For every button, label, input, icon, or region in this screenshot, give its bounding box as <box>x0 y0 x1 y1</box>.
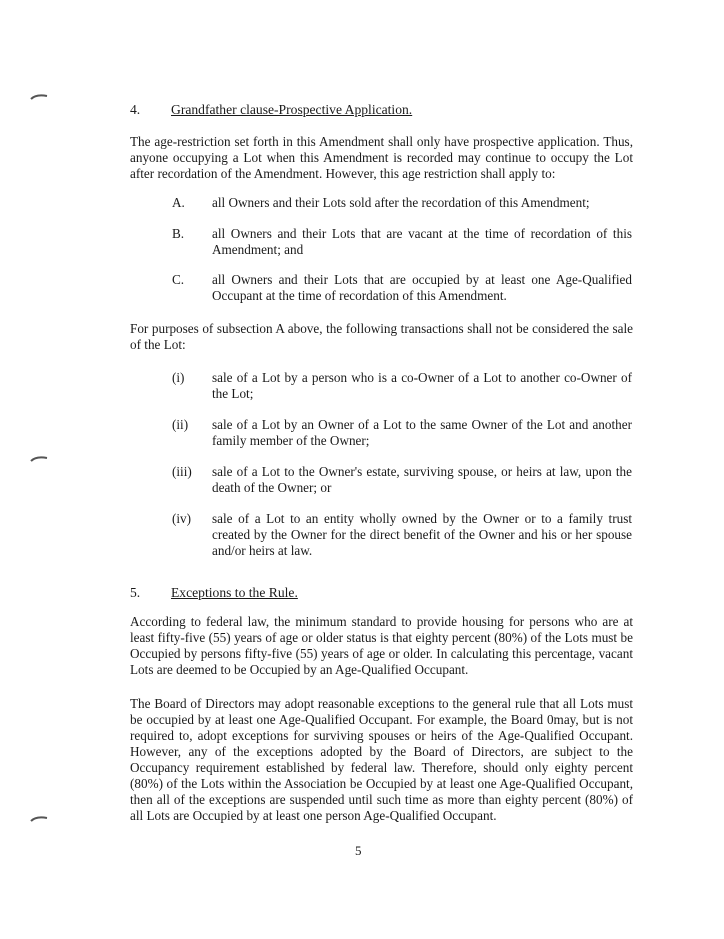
list-item-label: (ii) <box>172 417 189 432</box>
scan-mark-icon <box>30 455 48 463</box>
page-number: 5 <box>355 843 362 858</box>
subsection-intro: For purposes of subsection A above, the following transactions shall not be considered the sale of the Lot: <box>130 321 633 352</box>
section-5-paragraph: According to federal law, the minimum standard to provide housing for persons who are at least fifty-five (55) years of age or older status is that eighty percent (80%) of the Lots must be Occupied by persons fifty-five (55) years of age or older. In calculating this percentage, vacant Lots are deemed to be Occupied by an Age-Qualified Occupant. <box>130 614 633 677</box>
list-item-label: (i) <box>172 370 185 385</box>
list-item-text: all Owners and their Lots that are occupied by at least one Age-Qualified Occupant at the time of recordation of this Amendment. <box>212 272 632 303</box>
list-item-text: sale of a Lot by a person who is a co-Owner of a Lot to another co-Owner of the Lot; <box>212 370 632 401</box>
list-item-text: sale of a Lot to the Owner's estate, surviving spouse, or heirs at law, upon the death of the Owner; or <box>212 464 632 495</box>
list-item-label: (iii) <box>172 464 192 479</box>
scan-mark-icon <box>30 815 48 823</box>
section-number: 4. <box>130 102 141 117</box>
list-item-text: sale of a Lot by an Owner of a Lot to the same Owner of the Lot and another family member of the Owner; <box>212 417 632 448</box>
list-item-label: (iv) <box>172 511 192 526</box>
section-5-paragraph: The Board of Directors may adopt reasonable exceptions to the general rule that all Lots must be occupied by at least one Age-Qualified Occupant. For example, the Board 0may, but is not required to, adopt exceptions for surviving spouses or heirs of the Age-Qualified Occupant. However, any of the exceptions adopted by the Board of Directors, are subject to the Occupancy requirement established by federal law. Therefore, should only eighty percent (80%) of the Lots within the Association be Occupied by at least one Age-Qualified Occupant, then all of the exceptions are suspended until such time as more than eighty percent (80%) of all Lots are Occupied by at least one person Age-Qualified Occupant. <box>130 696 633 823</box>
list-item-text: sale of a Lot to an entity wholly owned by the Owner or to a family trust created by the Owner for the direct benefit of the Owner and his or her spouse and/or heirs at law. <box>212 511 632 558</box>
list-item-label: B. <box>172 226 185 241</box>
list-item-label: A. <box>172 195 185 210</box>
section-number: 5. <box>130 585 141 600</box>
list-item-label: C. <box>172 272 185 287</box>
section-4-intro: The age-restriction set forth in this Amendment shall only have prospective application. Thus, anyone occupying a Lot when this Amendment is recorded may continue to occupy the Lot after recordation of the Amendment. However, this age restriction shall apply to: <box>130 134 633 181</box>
section-title: Exceptions to the Rule. <box>171 585 298 600</box>
section-title: Grandfather clause-Prospective Application. <box>171 102 413 117</box>
list-item-text: all Owners and their Lots sold after the recordation of this Amendment; <box>212 195 590 210</box>
scan-mark-icon <box>30 93 48 101</box>
list-item-text: all Owners and their Lots that are vacant at the time of recordation of this Amendment; and <box>212 226 632 257</box>
